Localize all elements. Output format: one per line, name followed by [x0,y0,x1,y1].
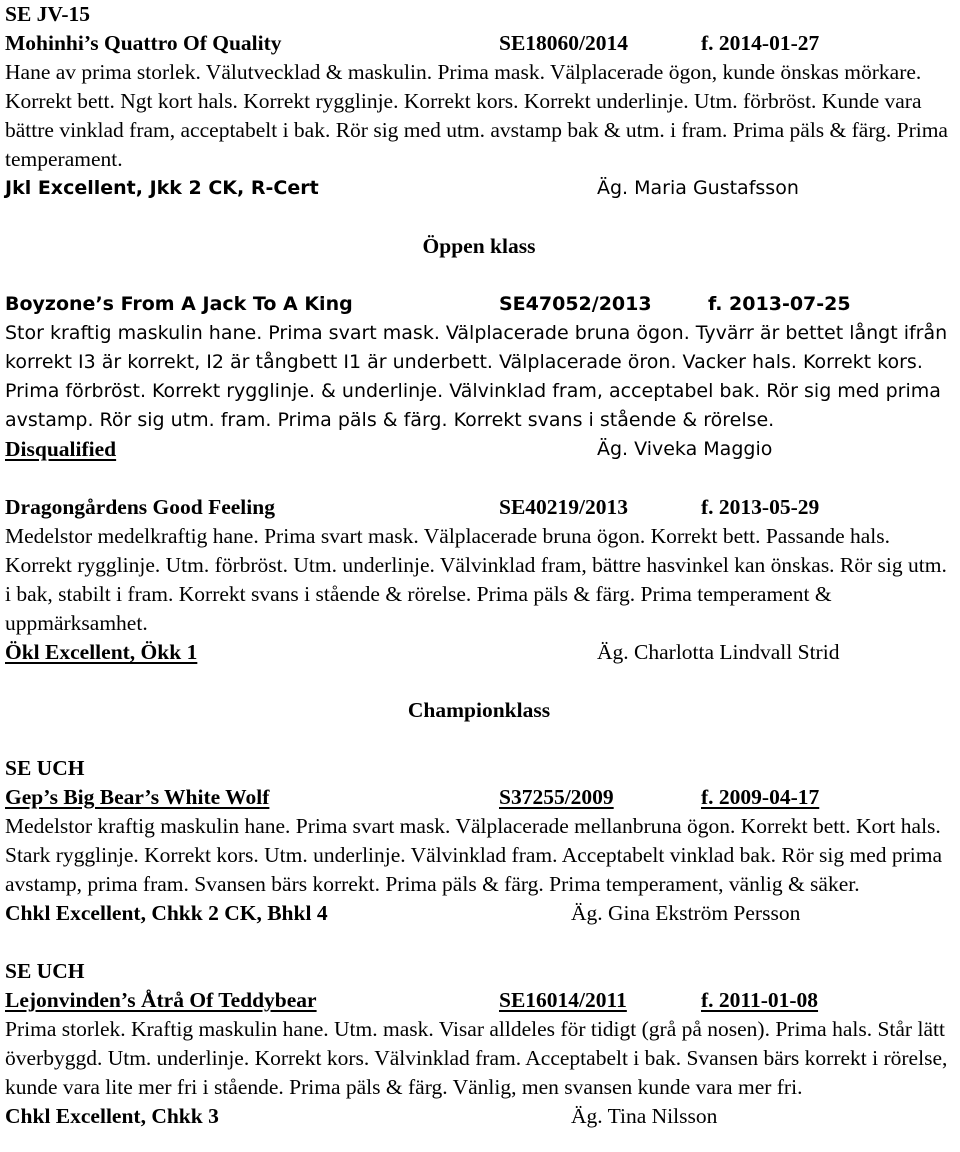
birth-date: f. 2013-07-25 [708,293,851,315]
result-line [5,435,957,464]
owner: Äg. Charlotta Lindvall Strid [597,640,840,664]
registration-number: SE47052/2013 [499,293,652,315]
dog-entry [5,0,957,203]
owner: Äg. Gina Ekström Persson [571,901,801,925]
dog-entry [5,290,957,464]
dog-entry [5,493,957,667]
judging-report [5,0,957,1131]
registration-number: SE16014/2011 [499,988,627,1012]
registration-number: S37255/2009 [499,785,614,809]
award-result: Chkl Excellent, Chkk 3 [5,1104,219,1128]
award-result: Jkl Excellent, Jkk 2 CK, R-Cert [5,177,319,199]
dog-name-line [5,290,957,319]
registration-number: SE40219/2013 [499,495,629,519]
dog-name: Dragongårdens Good Feeling [5,495,275,519]
dog-entry [5,957,957,1131]
registration-number: SE18060/2014 [499,31,629,55]
dog-name: Mohinhi’s Quattro Of Quality [5,31,282,55]
award-result: Chkl Excellent, Chkk 2 CK, Bhkl 4 [5,901,328,925]
critique-text: Medelstor kraftig maskulin hane. Prima svart mask. Välplacerade mellanbruna ögon. Korrekt bett. Kort hals. Stark rygglinje. Korrekt kors. Utm. underlinje. Välvinklad fram. Acceptabelt vinklad bak. Rör sig med prima avstamp, prima fram. Svansen bärs korrekt. Prima päls & färg. Prima temperament, vänlig & säker. [5,814,943,896]
critique-text: Hane av prima storlek. Välutvecklad & maskulin. Prima mask. Välplacerade ögon, kunde önskas mörkare. Korrekt bett. Ngt kort hals. Korrekt rygglinje. Korrekt kors. Korrekt underlinje. Utm. förbröst. Kunde vara bättre vinklad fram, acceptabelt i bak. Rör sig med utm. avstamp bak & utm. i fram. Prima päls & färg. Prima temperament. [5,60,948,171]
award-result: Disqualified [5,437,117,461]
owner: Äg. Tina Nilsson [571,1104,718,1128]
title-prefix: SE UCH [5,756,85,780]
dog-name-line [5,986,957,1015]
critique-text: Stor kraftig maskulin hane. Prima svart mask. Välplacerade bruna ögon. Tyvärr är bettet långt ifrån korrekt I3 är korrekt, I2 är tångbett I1 är underbett. Välplacerade öron. Vacker hals. Korrekt kors. Prima förbröst. Korrekt rygglinje. & underlinje. Välvinklad fram, acceptabel bak. Rör sig med prima avstamp. Rör sig utm. fram. Prima päls & färg. Korrekt svans i stående & rörelse. [5,322,948,431]
birth-date: f. 2009-04-17 [701,785,820,809]
result-line [5,899,957,928]
dog-name-line [5,493,957,522]
critique-text: Prima storlek. Kraftig maskulin hane. Utm. mask. Visar alldeles för tidigt (grå på nosen). Prima hals. Står lätt överbyggd. Utm. underlinje. Korrekt kors. Välvinklad fram. Acceptabelt i bak. Svansen bärs korrekt i rörelse, kunde vara lite mer fri i stående. Prima päls & färg. Vänlig, men svansen kunde vara mer fri. [5,1017,948,1099]
owner: Äg. Viveka Maggio [597,438,773,460]
dog-name: Gep’s Big Bear’s White Wolf [5,785,270,809]
owner: Äg. Maria Gustafsson [597,177,799,199]
birth-date: f. 2011-01-08 [701,988,819,1012]
title-prefix: SE UCH [5,959,85,983]
dog-name-line [5,783,957,812]
result-line [5,174,957,203]
critique-text: Medelstor medelkraftig hane. Prima svart mask. Välplacerade bruna ögon. Korrekt bett. Passande hals. Korrekt rygglinje. Utm. förbröst. Utm. underlinje. Välvinklad fram, bättre hasvinkel kan önskas. Rör sig utm. i bak, stabilt i fram. Korrekt svans i stående & rörelse. Prima päls & färg. Prima temperament & uppmärksamhet. [5,524,947,635]
class-heading-open: Öppen klass [422,234,536,258]
result-line [5,1102,957,1131]
result-line [5,638,957,667]
birth-date: f. 2013-05-29 [701,495,820,519]
dog-name: Lejonvinden’s Åtrå Of Teddybear [5,988,317,1012]
dog-name: Boyzone’s From A Jack To A King [5,293,353,315]
class-heading-champion: Championklass [407,698,551,722]
award-result: Ökl Excellent, Ökk 1 [5,640,198,664]
dog-entry [5,754,957,928]
birth-date: f. 2014-01-27 [701,31,820,55]
title-prefix: SE JV-15 [5,2,91,26]
dog-name-line [5,29,957,58]
